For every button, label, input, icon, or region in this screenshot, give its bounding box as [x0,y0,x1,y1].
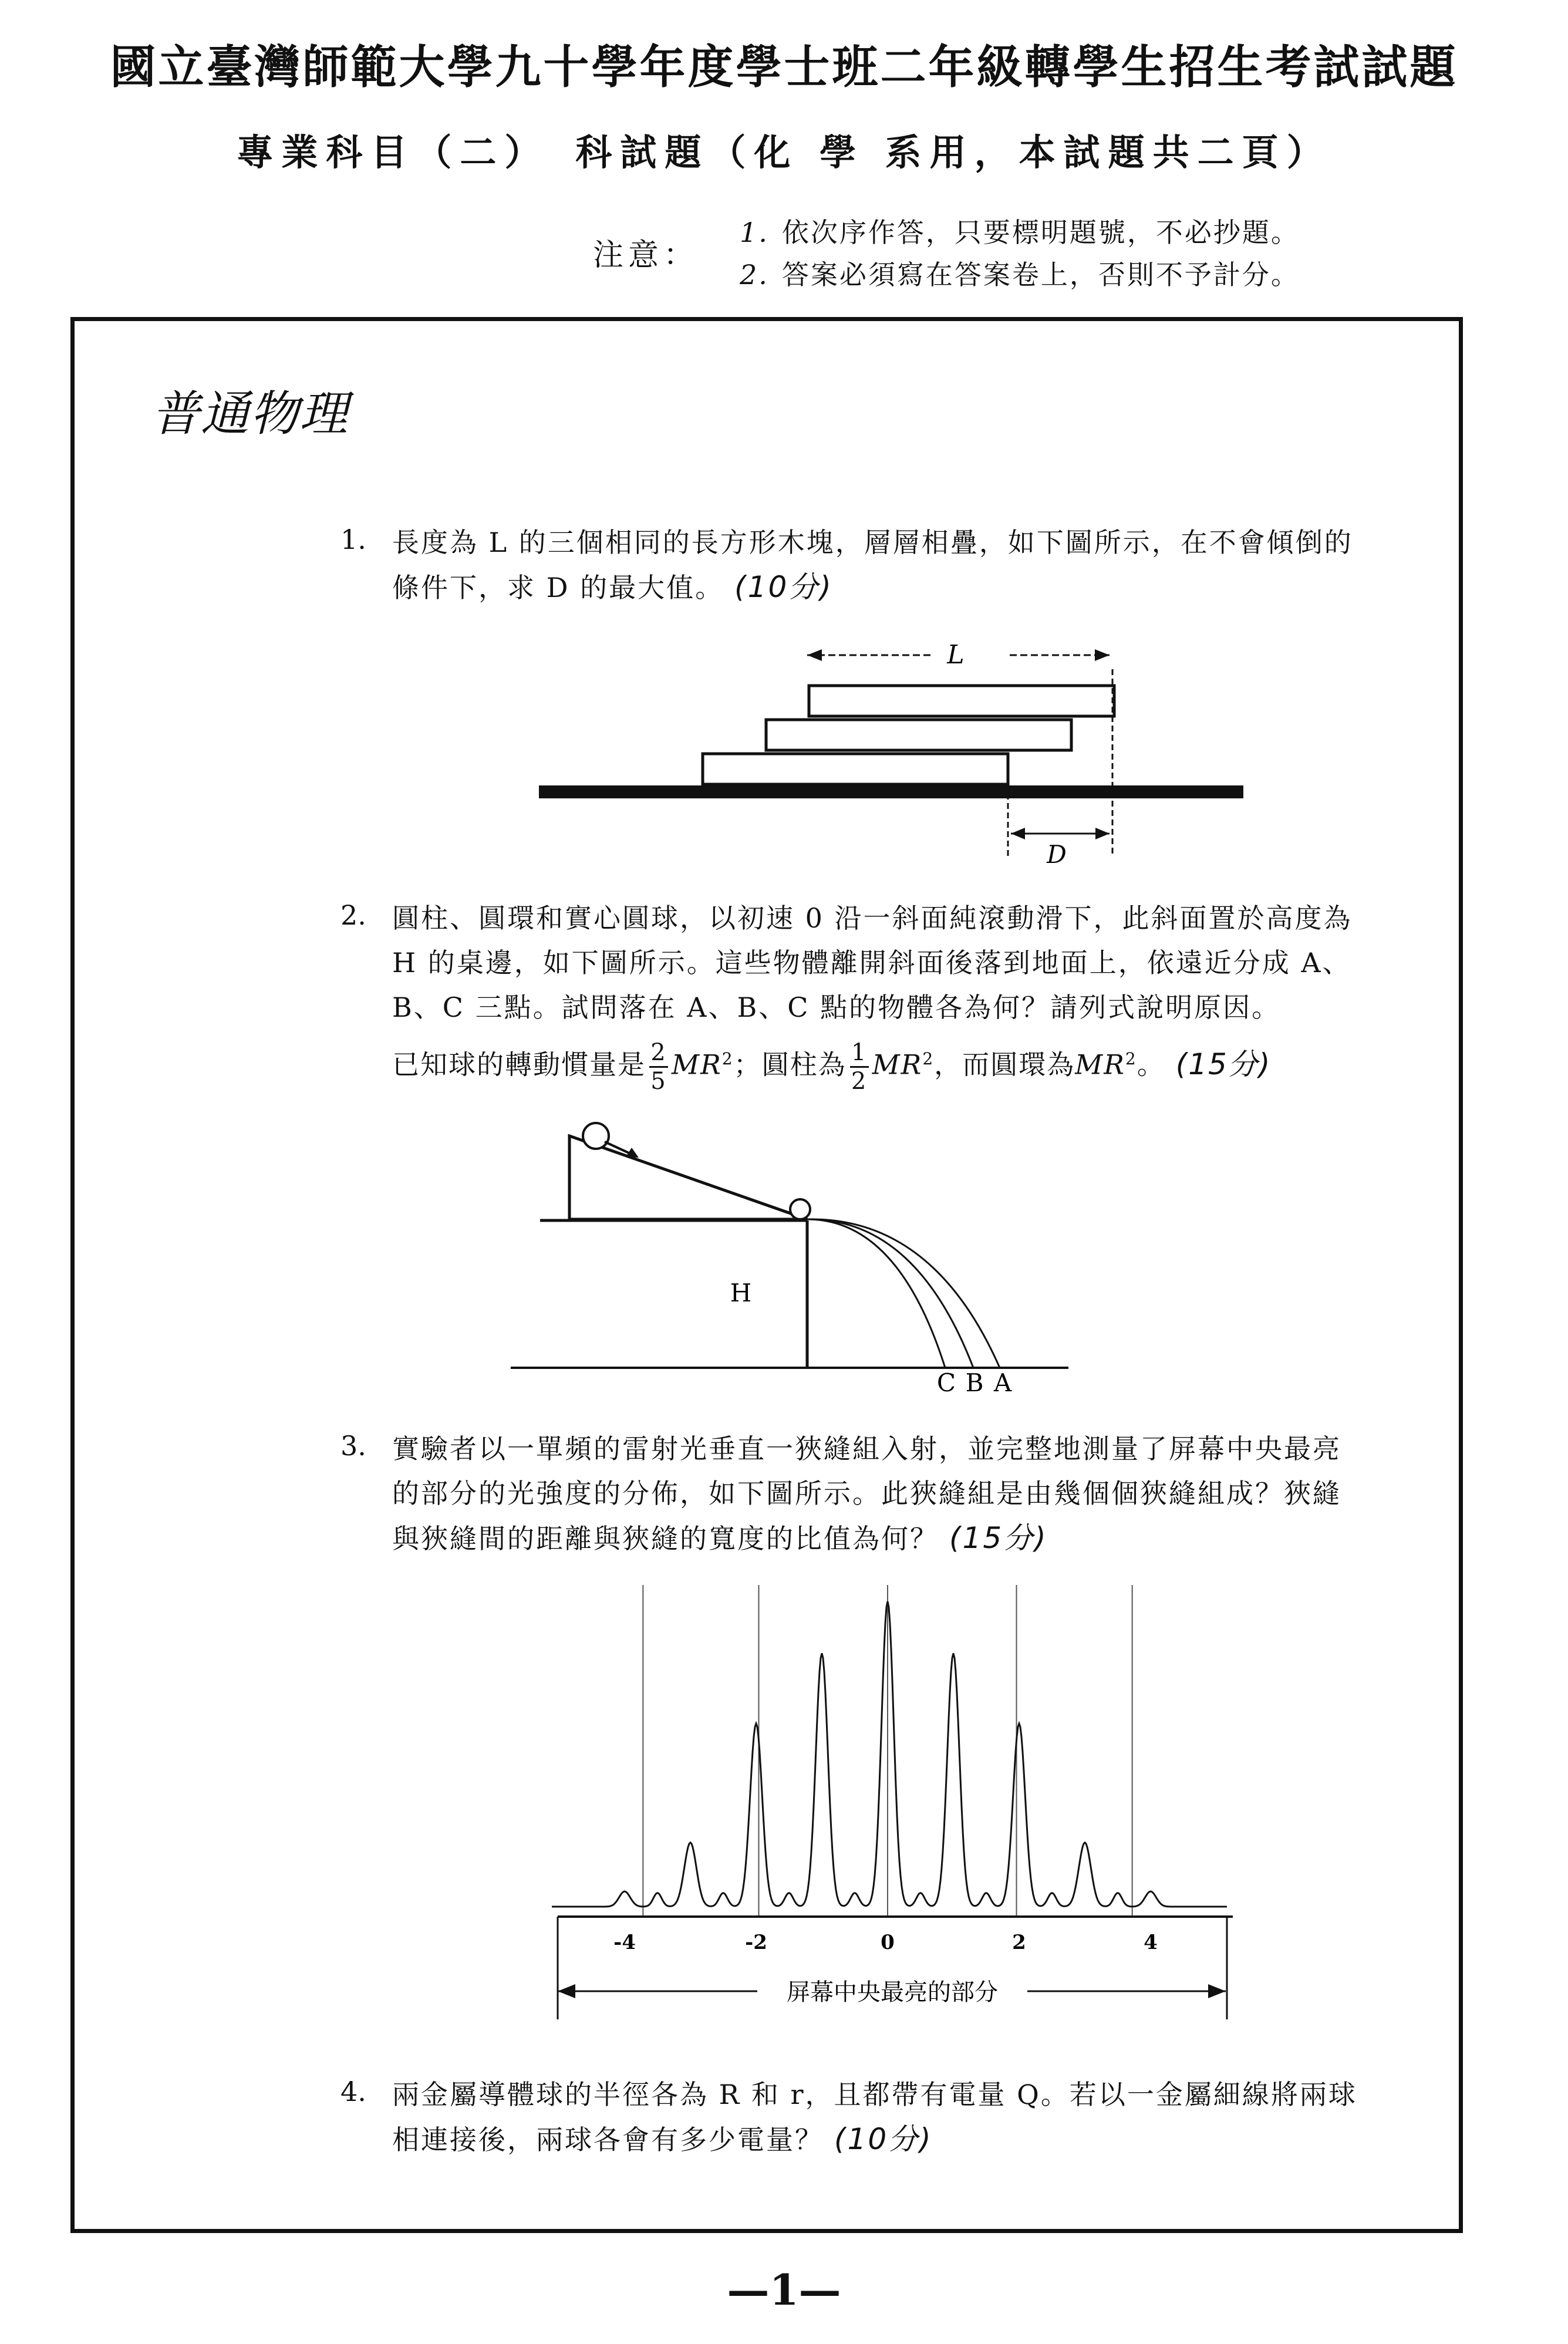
incline-ramp [569,1136,807,1219]
question-number: 4. [340,2076,366,2107]
d-arrow-head-left [1011,828,1025,839]
question-number: 1. [340,524,366,555]
formula-prefix: 已知球的轉動慣量是 [392,1048,646,1081]
d-label: D [1047,840,1067,869]
arrow-head-left [807,649,822,661]
intensity-pattern-figure [540,1573,1245,2043]
notice-number: 2. [740,259,769,291]
table-surface [539,785,1243,798]
fraction-numerator: 2 [650,1039,667,1066]
figure-caption: 屏幕中央最亮的部分 [787,1979,998,2006]
point-a-label: A [993,1368,1012,1394]
question-body: 兩金屬導體球的半徑各為 R 和 r，且都帶有電量 Q。若以一金屬細線將兩球相連接後，兩球各會有多少電量？ [392,2079,1357,2156]
rolling-object-top [583,1123,609,1149]
point-b-label: B [965,1368,984,1394]
question-4-text [392,2072,1367,2162]
mr-term: MR [1075,1048,1125,1081]
question-3-text [392,1426,1367,1561]
moment-of-inertia-formula [392,1039,1271,1095]
fraction-cylinder [850,1039,869,1095]
exponent: 2 [922,1049,935,1069]
tick-label: 2 [1012,1931,1026,1954]
fraction-denominator: 5 [650,1068,667,1095]
point-c-label: C [936,1368,956,1394]
tick-label: -2 [745,1931,767,1954]
page-number: —1— [727,2265,841,2315]
tick-labels [613,1931,1158,1954]
notice-number: 1. [740,217,769,248]
arrow-head-right [1095,649,1110,661]
tick-label: -4 [613,1931,636,1954]
reference-lines [643,1585,1132,1917]
exam-subtitle: 專業科目（二） 科試題（化 學 系用，本試題共二頁） [237,131,1331,174]
incline-table-figure [505,1118,1080,1394]
formula-end: 。 [1137,1048,1165,1081]
mr-term: MR [872,1048,923,1081]
section-heading: 普通物理 [151,386,349,442]
middle-block [766,720,1071,750]
d-arrow-head-right [1095,828,1110,839]
formula-suffix: ，而圓環為 [934,1048,1075,1081]
question-number: 2. [340,899,366,931]
question-number: 3. [340,1430,366,1462]
trajectory-b [807,1219,973,1368]
top-block [809,686,1114,716]
bottom-block [703,754,1008,784]
question-body: 長度為 L 的三個相同的長方形木塊，層層相疊，如下圖所示，在不會傾倒的條件下，求 D 的最大值。 [392,527,1353,603]
caption-arrow-head-right [1208,1984,1226,1998]
length-label: L [947,640,965,670]
exponent: 2 [1125,1049,1137,1069]
score-annotation: (15分) [949,1521,1048,1555]
fraction-sphere [649,1039,668,1095]
question-2-text: 圓柱、圓環和實心圓球，以初速 0 沿一斜面純滾動滑下，此斜面置於高度為 H 的桌邊，如下圖所示。這些物體離開斜面後落到地面上，依遠近分成 A、B、C 三點。試問落在 A、B、C 點的物體各為何？請列式說明原因。 [392,902,1353,1023]
trajectory-c [807,1219,945,1368]
exponent: 2 [721,1049,734,1069]
exam-title: 國立臺灣師範大學九十學年度學士班二年級轉學生招生考試試題 [110,41,1458,94]
caption-arrow-head-left [558,1984,575,1998]
score-annotation: (15分) [1175,1047,1272,1081]
mr-term: MR [672,1048,722,1081]
notice-item [740,211,1300,250]
notice-item [740,254,1300,292]
notice-text: 依次序作答，只要標明題號，不必抄題。 [781,217,1300,248]
intensity-curve [552,1601,1227,1907]
notice-label: 注意： [593,238,699,273]
stacked-blocks-figure [528,634,1268,869]
tick-label: 4 [1144,1931,1158,1954]
question-1-text [392,520,1361,610]
trajectory-a [807,1219,1000,1368]
formula-mid: ；圓柱為 [733,1048,847,1081]
height-label: H [730,1279,752,1307]
fraction-denominator: 2 [851,1068,868,1095]
question-body: 實驗者以一單頻的雷射光垂直一狹縫組入射，並完整地測量了屏幕中央最亮的部分的光強度的分佈，如下圖所示。此狹縫組是由幾個個狹縫組成？狹縫與狹縫間的距離與狹縫的寬度的比值為何？ [392,1433,1341,1554]
score-annotation: (10分) [734,570,833,604]
notice-text: 答案必須寫在答案卷上，否則不予計分。 [781,259,1300,291]
score-annotation: (10分) [834,2122,933,2156]
rolling-object-edge [790,1199,810,1219]
fraction-numerator: 1 [851,1039,868,1066]
tick-label: 0 [881,1931,895,1954]
